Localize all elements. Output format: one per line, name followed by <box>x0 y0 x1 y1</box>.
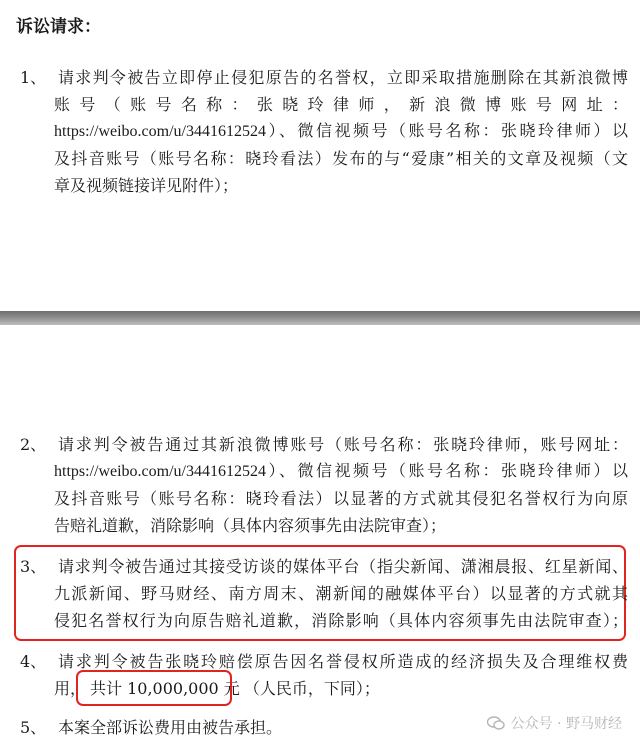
claim-line: 告赔礼道歉，消除影响（具体内容须事先由法院审查）； <box>54 516 447 535</box>
claim-line: 九派新闻、野马财经、南方周末、潮新闻的融媒体平台）以显著的方式就其 <box>54 584 628 603</box>
claim-line: 请求判令被告通过其新浪微博账号（账号名称：张晓玲律师，账号网址： <box>58 435 628 454</box>
claim-number: 4、 <box>20 652 47 671</box>
document-page-top <box>0 0 640 311</box>
claim-line: 侵犯名誉权行为向原告赔礼道歉，消除影响（具体内容须事先由法院审查）； <box>54 611 628 630</box>
section-heading: 诉讼请求： <box>16 17 101 37</box>
claim-line: 请求判令被告立即停止侵犯原告的名誉权，立即采取措施删除在其新浪微博 <box>58 68 628 87</box>
claim-number: 2、 <box>20 435 47 454</box>
highlight-box-amount <box>76 670 232 706</box>
claim-line: 账号（账号名称：张晓玲律师，新浪微博账号网址： <box>54 95 628 114</box>
claim-line: 本案全部诉讼费用由被告承担。 <box>58 718 283 737</box>
claim-line: 请求判令被告张晓玲赔偿原告因名誉侵权所造成的经济损失及合理维权费 <box>58 652 628 671</box>
amount-prefix: 用， <box>54 679 87 698</box>
wechat-icon <box>487 716 505 730</box>
claim-number: 5、 <box>20 718 47 737</box>
claim-line: 及抖音账号（账号名称：晓玲看法）发布的与“爱康”相关的文章及视频（文 <box>54 149 628 168</box>
claim-line: https://weibo.com/u/3441612524）、微信视频号（账号名称：张晓玲律师）以 <box>54 463 628 480</box>
amount-suffix: （人民币，下同）； <box>243 679 380 698</box>
amount-value: 共计 10,000,000 元 <box>90 679 240 698</box>
claim-line: 及抖音账号（账号名称：晓玲看法）以显著的方式就其侵犯名誉权行为向原 <box>54 489 628 508</box>
watermark <box>487 713 622 733</box>
claim-number: 1、 <box>20 68 47 87</box>
claim-line: 章及视频链接详见附件）； <box>54 176 239 195</box>
claim-item-1 <box>20 64 628 199</box>
claim-line: https://weibo.com/u/3441612524）、微信视频号（账号名称：张晓玲律师）以 <box>54 123 628 140</box>
page-divider <box>0 311 640 325</box>
claim-line: 请求判令被告通过其接受访谈的媒体平台（指尖新闻、潇湘晨报、红星新闻、 <box>58 557 628 576</box>
claim-item-3 <box>20 553 628 634</box>
claim-number: 3、 <box>20 557 47 576</box>
document-page-bottom <box>0 325 640 747</box>
claim-item-2 <box>20 431 628 539</box>
watermark-text: 公众号 · 野马财经 <box>510 716 622 732</box>
